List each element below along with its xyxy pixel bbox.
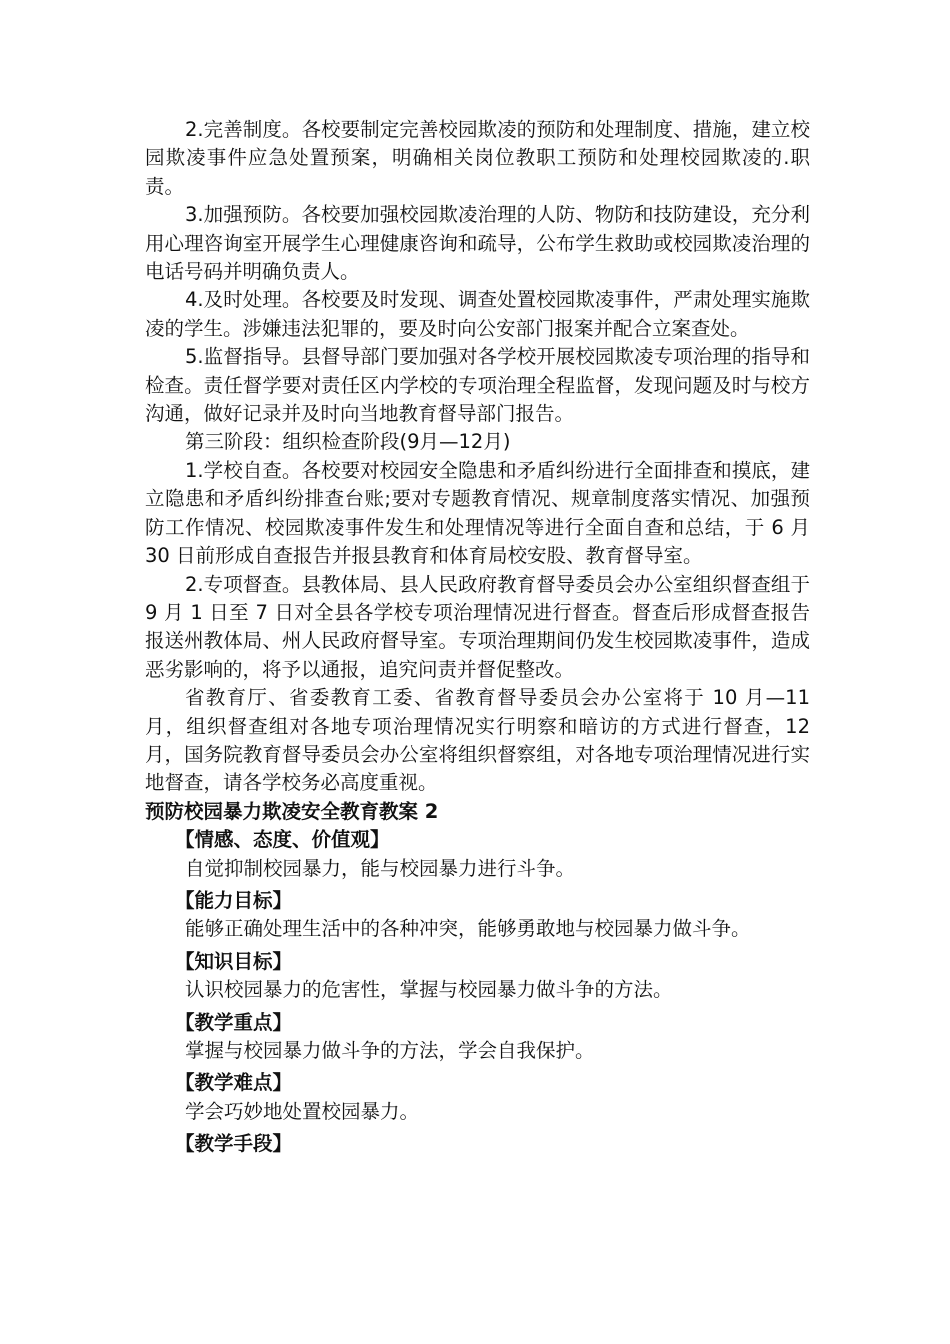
text-ability-goal: 能够正确处理生活中的各种冲突，能够勇敢地与校园暴力做斗争。 <box>185 917 751 941</box>
section-title: 预防校园暴力欺凌安全教育教案 2 <box>145 799 439 823</box>
label-teaching-means: 【教学手段】 <box>175 1132 293 1156</box>
paragraph-provincial-inspection: 省教育厅、省委教育工委、省教育督导委员会办公室将于 10 月—11 月，组织督查组对各地专项治理情况实行明察和暗访的方式进行督查，12 月，国务院教育督导委员会办公室将组织督察组，对各地专项治理情况进行实地督查，请各学校务必高度重视。 <box>145 686 810 795</box>
label-teaching-focus: 【教学重点】 <box>175 1010 293 1034</box>
label-emotion-attitude-values: 【情感、态度、价值观】 <box>175 828 390 852</box>
text-teaching-difficulty: 学会巧妙地处置校园暴力。 <box>185 1099 420 1123</box>
paragraph-supervision-guidance: 5.监督指导。县督导部门要加强对各学校开展校园欺凌专项治理的指导和检查。责任督学要对责任区内学校的专项治理全程监督，发现问题及时与校方沟通，做好记录并及时向当地教育督导部门报告。 <box>145 345 810 426</box>
document-body <box>145 116 810 1159</box>
text-emotion-attitude-values: 自觉抑制校园暴力，能与校园暴力进行斗争。 <box>185 856 576 880</box>
label-ability-goal: 【能力目标】 <box>175 888 293 912</box>
paragraph-strengthen-prevention: 3.加强预防。各校要加强校园欺凌治理的人防、物防和技防建设，充分利用心理咨询室开展学生心理健康咨询和疏导，公布学生救助或校园欺凌治理的电话号码并明确负责人。 <box>145 203 810 284</box>
label-knowledge-goal: 【知识目标】 <box>175 949 293 973</box>
paragraph-timely-handling: 4.及时处理。各校要及时发现、调查处置校园欺凌事件，严肃处理实施欺凌的学生。涉嫌违法犯罪的，要及时向公安部门报案并配合立案查处。 <box>145 288 810 340</box>
paragraph-special-inspection: 2.专项督查。县教体局、县人民政府教育督导委员会办公室组织督查组于 9 月 1 日至 7 日对全县各学校专项治理情况进行督查。督查后形成督查报告报送州教体局、州人民政府督导室。专项治理期间仍发生校园欺凌事件，造成恶劣影响的，将予以通报，追究问责并督促整改。 <box>145 572 810 681</box>
label-teaching-difficulty: 【教学难点】 <box>175 1071 293 1095</box>
text-teaching-focus: 掌握与校园暴力做斗争的方法，学会自我保护。 <box>185 1039 595 1062</box>
text-knowledge-goal: 认识校园暴力的危害性，掌握与校园暴力做斗争的方法。 <box>185 978 673 1002</box>
paragraph-improve-system: 2.完善制度。各校要制定完善校园欺凌的预防和处理制度、措施，建立校园欺凌事件应急处置预案，明确相关岗位教职工预防和处理校园欺凌的.职责。 <box>145 118 810 198</box>
paragraph-school-self-check: 1.学校自查。各校要对校园安全隐患和矛盾纠纷进行全面排查和摸底，建立隐患和矛盾纠纷排查台账;要对专题教育情况、规章制度落实情况、加强预防工作情况、校园欺凌事件发生和处理情况等进行全面自查和总结，于 6 月 30 日前形成自查报告并报县教育和体育局校安股、教育督导室。 <box>145 458 810 568</box>
paragraph-stage-three: 第三阶段：组织检查阶段(9月—12月) <box>185 430 511 454</box>
